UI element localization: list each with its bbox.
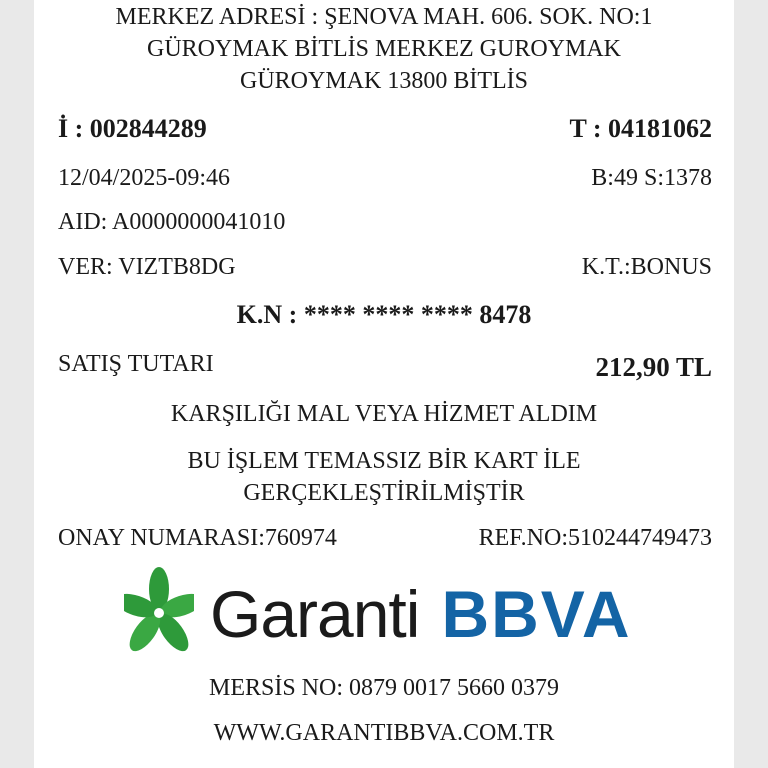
terminal-id: T : 04181062 — [569, 114, 712, 143]
transaction-datetime: 12/04/2025-09:46 — [58, 165, 230, 191]
contactless-text-line-2: GERÇEKLEŞTİRİLMİŞTİR — [243, 480, 525, 506]
clover-icon — [124, 565, 194, 661]
merchant-address-line-3: GÜROYMAK 13800 BİTLİS — [240, 68, 528, 94]
reference-number: REF.NO:510244749473 — [478, 525, 712, 551]
merchant-address-line-1: MERKEZ ADRESİ : ŞENOVA MAH. 606. SOK. NO:1 — [115, 4, 653, 30]
merchant-id: İ : 002844289 — [58, 114, 207, 143]
logo-garanti-text: Garanti — [210, 577, 420, 651]
sale-amount: 212,90 TL — [595, 352, 712, 382]
mersis-number: MERSİS NO: 0879 0017 5660 0379 — [208, 675, 560, 701]
logo-wordmark — [210, 575, 632, 653]
aid: AID: A0000000041010 — [58, 209, 286, 235]
receipt — [34, 0, 734, 768]
website-url: WWW.GARANTIBBVA.COM.TR — [213, 720, 555, 746]
merchant-address-line-2: GÜROYMAK BİTLİS MERKEZ GUROYMAK — [147, 36, 621, 62]
garanti-bbva-logo — [124, 565, 664, 665]
card-type: K.T.:BONUS — [581, 254, 712, 280]
batch-sequence: B:49 S:1378 — [591, 165, 712, 191]
logo-bbva-text: BBVA — [441, 577, 632, 651]
sale-amount-label: SATIŞ TUTARI — [58, 351, 214, 377]
version: VER: VIZTB8DG — [58, 254, 236, 280]
acknowledgement-text: KARŞILIĞI MAL VEYA HİZMET ALDIM — [170, 401, 598, 427]
contactless-text-line-1: BU İŞLEM TEMASSIZ BİR KART İLE — [187, 448, 581, 474]
receipt-edge — [34, 758, 734, 768]
card-number: K.N : **** **** **** 8478 — [236, 300, 532, 329]
approval-number: ONAY NUMARASI:760974 — [58, 525, 337, 551]
